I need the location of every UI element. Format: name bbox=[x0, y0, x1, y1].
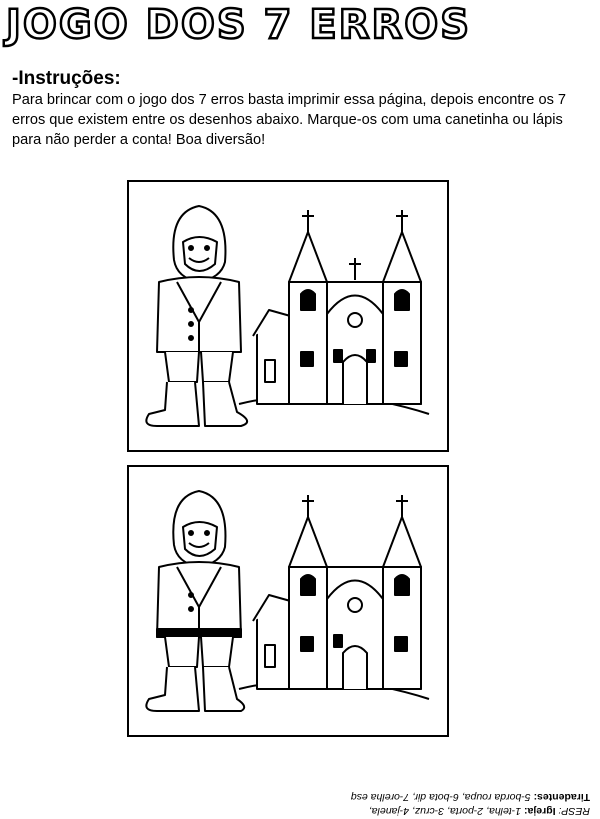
answer-key bbox=[268, 770, 590, 818]
tiradentes-church-drawing-modified bbox=[129, 467, 447, 735]
answer-line-tiradentes bbox=[268, 790, 590, 804]
bottom-drawing-panel[interactable] bbox=[127, 465, 449, 737]
igreja-label: Igreja: bbox=[524, 805, 556, 817]
resp-label: RESP: bbox=[558, 805, 590, 817]
page-title: JOGO DOS 7 ERROS bbox=[6, 2, 472, 48]
answer-line-igreja bbox=[268, 804, 590, 818]
tiradentes-church-drawing-original bbox=[129, 182, 447, 450]
igreja-text: 1-telha, 2-porta, 3-cruz, 4-janela, bbox=[368, 805, 522, 817]
tiradentes-label: Tiradentes: bbox=[533, 791, 590, 803]
instructions-body: Para brincar com o jogo dos 7 erros basta imprimir essa página, depois encontre os 7 erros que existem entre os desenhos abaixo. Marque-os com uma canetinha ou lápis para não perder a conta! Boa diversão! bbox=[12, 92, 567, 148]
tiradentes-text: 5-borda roupa, 6-bota dir, 7-orelha esq bbox=[350, 791, 531, 803]
instructions-heading: -Instruções: bbox=[12, 68, 121, 89]
top-drawing-panel[interactable] bbox=[127, 180, 449, 452]
